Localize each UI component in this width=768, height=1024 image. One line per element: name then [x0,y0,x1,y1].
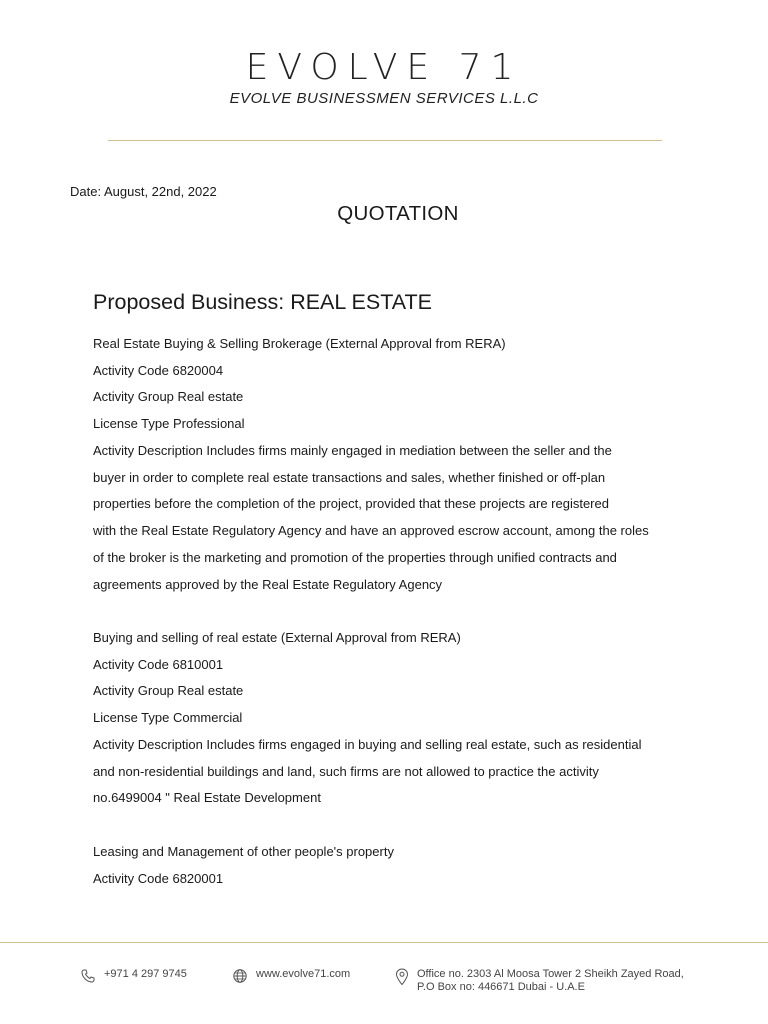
header-divider [108,140,662,141]
body-line: Real Estate Buying & Selling Brokerage (External Approval from RERA) [93,336,506,351]
globe-icon [232,968,248,984]
footer-phone-text: +971 4 297 9745 [104,968,187,980]
body-line: Activity Description Includes firms mainly engaged in mediation between the seller and the [93,443,612,458]
body-line: Activity Code 6820004 [93,363,224,378]
body-line: Activity Group Real estate [93,683,244,698]
body-line: License Type Commercial [93,710,243,725]
footer-address-line1: Office no. 2303 Al Moosa Tower 2 Sheikh Zayed Road, [417,968,684,980]
body-line: Buying and selling of real estate (External Approval from RERA) [93,630,461,645]
company-name: EVOLVE BUSINESSMEN SERVICES L.L.C [229,90,539,107]
footer-website [232,968,350,984]
footer-website-text[interactable]: www.evolve71.com [256,968,351,980]
body-line: of the broker is the marketing and promotion of the properties through unified contracts and [93,550,617,565]
logo-wordmark: EVOLVE 71 [245,47,523,88]
location-pin-icon [395,968,409,986]
phone-icon [80,968,96,984]
footer-divider [0,942,768,943]
body-line: Activity Group Real estate [93,389,244,404]
document-date: Date: August, 22nd, 2022 [70,184,217,199]
body-line: Activity Description Includes firms engaged in buying and selling real estate, such as residential [93,737,642,752]
body-line: Leasing and Management of other people's property [93,844,394,859]
body-line: Activity Code 6820001 [93,871,224,886]
letterhead-logo [0,48,768,107]
document-title: QUOTATION [337,202,459,225]
body-line: and non-residential buildings and land, such firms are not allowed to practice the activity [93,764,599,779]
body-line: buyer in order to complete real estate transactions and sales, whether finished or off-plan [93,470,606,485]
body-line: License Type Professional [93,416,245,431]
body-line: with the Real Estate Regulatory Agency and have an approved escrow account, among the roles [93,523,649,538]
footer-address [395,968,684,994]
body-line: no.6499004 " Real Estate Development [93,790,321,805]
body-line: agreements approved by the Real Estate Regulatory Agency [93,577,443,592]
footer-phone [80,968,187,984]
body-line: properties before the completion of the project, provided that these projects are registered [93,496,609,511]
proposed-business-heading: Proposed Business: REAL ESTATE [93,290,432,314]
footer-address-line2: P.O Box no: 446671 Dubai - U.A.E [417,981,585,993]
body-line: Activity Code 6810001 [93,657,224,672]
